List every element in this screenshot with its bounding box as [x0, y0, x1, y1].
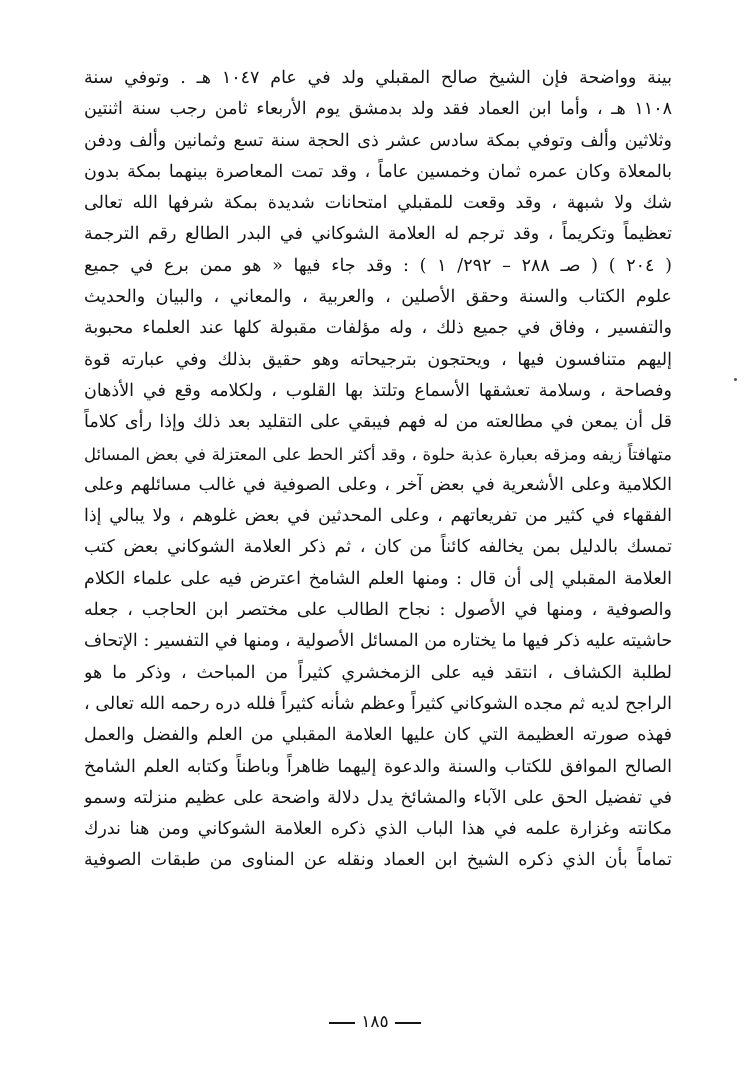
- scan-speck: [734, 378, 737, 381]
- text-line: والصوفية ، ومنها في الأصول : نجاح الطالب على مختصر ابن الحاجب ، جعله: [84, 600, 672, 621]
- text-line: الكلامية وعلى الأشعرية في بعض آخر ، وعلى الصوفية في غالب مسائلهم وعلى: [84, 474, 672, 495]
- text-line: تعظيماً وتكريماً ، وقد ترجم له العلامة الشوكاني في البدر الطالع رقم الترجمة: [84, 224, 672, 245]
- text-line: ( ٢٠٤ ) ( صـ ٢٨٨ – ٢٩٢/ ١ ) : وقد جاء فيها « هو ممن برع في جميع: [84, 255, 672, 276]
- page-number-dash-left: [395, 1022, 421, 1024]
- page-number: [300, 1012, 450, 1032]
- text-line: تماماً بأن الذي ذكره الشيخ ابن العماد ونقله عن المناوى من طبقات الصوفية: [84, 850, 672, 871]
- text-line: ١١٠٨ هـ ، وأما ابن العماد فقد ولد بدمشق يوم الأربعاء ثامن رجب سنة اثنتين: [84, 99, 672, 120]
- page-number-value: ١٨٥: [361, 1012, 389, 1032]
- text-line: العلامة المقبلي إلى أن قال : ومنها العلم الشامخ اعترض فيه على علماء الكلام: [84, 568, 672, 589]
- text-line: الفقهاء في كثير من تفريعاتهم ، وعلى المحدثين في بعض غلوهم ، ولا يبالي إذا: [84, 506, 672, 527]
- text-line: بالمعلاة وكان عمره ثمان وخمسين عاماً ، وقد تمت المعاصرة بينهما بمكة بدون: [84, 161, 672, 182]
- text-line: مكانته وغزارة علمه في هذا الباب الذي ذكره العلامة الشوكاني ومن هنا ندرك: [84, 819, 672, 840]
- text-line: تمسك بالدليل بمن يخالفه كائناً من كان ، ثم ذكر العلامة الشوكاني بعض كتب: [84, 537, 672, 558]
- text-line: وثلاثين وألف وتوفي بمكة سادس عشر ذى الحجة سنة تسع وثمانين وألف ودفن: [84, 130, 672, 151]
- text-line: في تفضيل الحق على الآباء والمشائخ يدل دلالة واضحة على عظيم منزلته وسمو: [84, 787, 672, 808]
- text-line: لطلبة الكشاف ، انتقد فيه على الزمخشري كثيراً من المباحث ، وذكر ما هو: [84, 662, 672, 683]
- text-line: حاشيته عليه ذكر فيها ما يختاره من المسائل الأصولية ، ومنها في التفسير : الإتحاف: [84, 631, 672, 652]
- text-line: متهافتاً زيفه ومزقه بعبارة عذبة حلوة ، وقد أكثر الحط على المعتزلة في بعض المسائل: [84, 444, 672, 464]
- body-text: [84, 63, 672, 877]
- text-line: إليهم متنافسون فيها ، ويحتجون بترجيحاته وهو حقيق بذلك وفي عبارته قوة: [84, 349, 672, 370]
- text-line: وفصاحة ، وسلامة تعشقها الأسماع وتلتذ بها القلوب ، ولكلامه وقع في الأذهان: [84, 380, 672, 401]
- text-line: الصالح الموافق للكتاب والسنة والدعوة إليهما ظاهراً وباطناً وكتابه العلم الشامخ: [84, 756, 672, 777]
- text-line: شك ولا شبهة ، وقد وقعت للمقبلي امتحانات شديدة بمكة شرفها الله تعالى: [84, 193, 672, 214]
- text-line: الراجح لديه ثم مجده الشوكاني كثيراً وعظم شأنه كثيراً فلله دره رحمه الله تعالى ،: [84, 693, 672, 714]
- text-line: علوم الكتاب والسنة وحقق الأصلين ، والعربية ، والمعاني ، والبيان والحديث: [84, 287, 672, 308]
- page-number-dash-right: [329, 1022, 355, 1024]
- text-line: فهذه صورته العظيمة التي كان عليها العلامة المقبلي من العلم والفضل والعمل: [84, 725, 672, 746]
- text-line: والتفسير ، وفاق في جميع ذلك ، وله مؤلفات مقبولة كلها عند العلماء محبوبة: [84, 318, 672, 339]
- text-line: قل أن يمعن في مطالعته من له فهم فيبقي على التقليد بعد ذلك وإذا رأى كلاماً: [84, 412, 672, 433]
- text-line: بينة وواضحة فإن الشيخ صالح المقبلي ولد في عام ١٠٤٧ هـ . وتوفي سنة: [84, 68, 672, 88]
